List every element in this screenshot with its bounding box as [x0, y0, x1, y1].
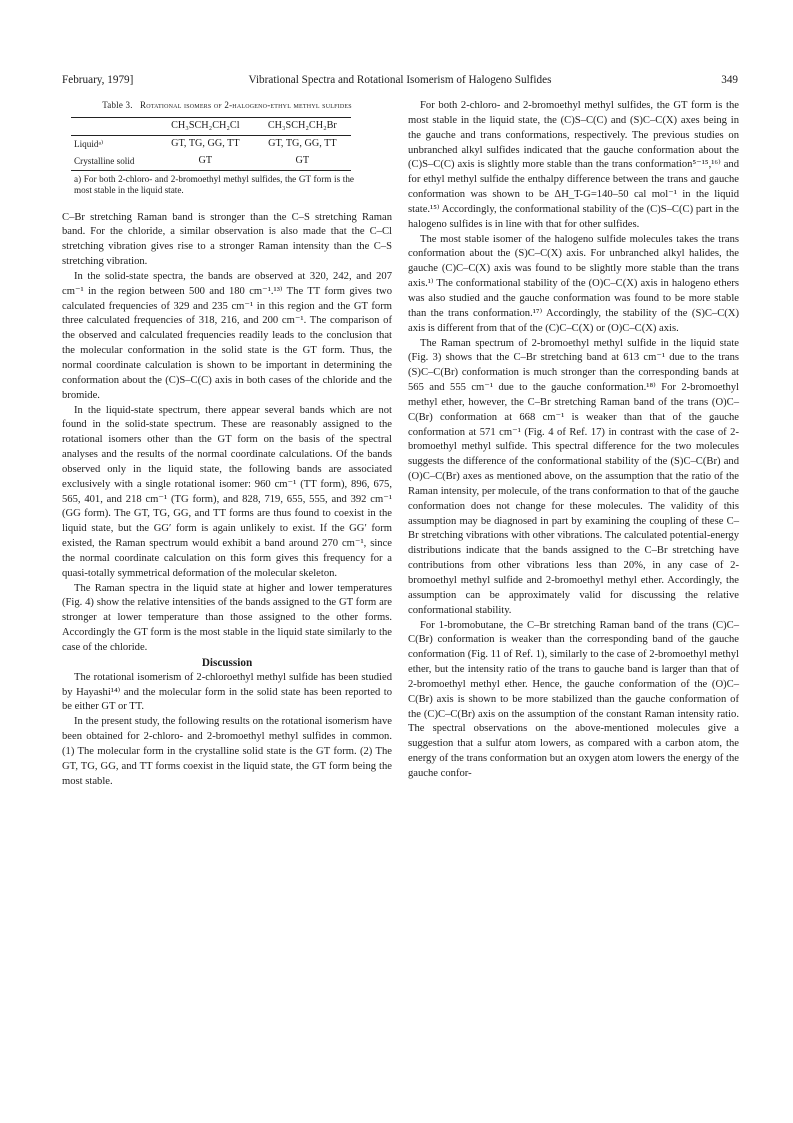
table-corner-cell: [71, 118, 157, 136]
table-cell: GT: [198, 154, 213, 166]
table-row-label: Liquidᵃ⁾: [74, 138, 104, 149]
table-header-row: [71, 118, 351, 136]
running-title: Vibrational Spectra and Rotational Isomerism of Halogeno Sulfides: [248, 74, 552, 86]
page-number: 349: [721, 74, 738, 86]
body-paragraph: The Raman spectra in the liquid state at higher and lower temperatures (Fig. 4) show the relative intensities of the bands assigned to the GT form are stronger at lower temperature than those assigned to the other forms. Accordingly the GT form is the most stable in the liquid state similarly to the case of the chloride.: [62, 582, 392, 653]
body-paragraph: C–Br stretching Raman band is stronger than the C–S stretching Raman band. For the chloride, a similar observation is also made that the C–Cl stretching vibration gives rise to a stronger Raman intensity than the C–S stretching vibration.: [62, 211, 392, 268]
body-paragraph: The rotational isomerism of 2-chloroethyl methyl sulfide has been studied by Hayashi¹⁴⁾ and the molecular form in the solid state has been reported to be either GT or TT.: [62, 671, 392, 713]
body-paragraph: For both 2-chloro- and 2-bromoethyl methyl sulfides, the GT form is the most stable in the liquid state, the (C)S–C(C) and (S)C–C(X) axes being in the gauche and trans conformations, respectively. The previous studies on unbranched alkyl sulfides indicated that the gauche conformation about the (C)S–C(C) axis is slightly more stable than the trans conformation⁵⁻¹⁵,¹⁶⁾ and for ethyl methyl sulfide the enthalpy difference between the trans and gauche conformation was shown to be ΔH_T-G=140–50 cal mol⁻¹ in the liquid state.¹⁵⁾ Accordingly, the conformational stability of the (C)S–C(C) part in the halogeno sulfides is in line with that for other sulfides.: [408, 100, 739, 230]
body-paragraph: In the present study, the following results on the rotational isomerism have been obtained for 2-chloro- and 2-bromoethyl methyl sulfides in common. (1) The molecular form in the crystalline solid state is the GT form. (2) The GT, TG, GG, and TT forms coexist in the liquid state, the GT form being the most stable.: [62, 716, 392, 787]
table-cell: GT, TG, GG, TT: [171, 137, 240, 149]
left-column: [62, 99, 392, 789]
table-caption: [62, 99, 392, 111]
right-column: [408, 99, 739, 782]
body-paragraph: For 1-bromobutane, the C–Br stretching Raman band of the trans (C)C–C(Br) conformation is weaker than the corresponding band of the gauche conformation (Fig. 11 of Ref. 1), similarly to the case of 2-bromoethyl methyl ether, but the intensity ratio of the trans to gauche band is larger than that of 2-bromoethyl methyl ether. Hence, the gauche conformation of the (O)C–C(Br) axis is shown to be more stabilized than the gauche conformation of the (C)C–C(Br) axis on the assumption of the constant Raman intensity ratio. The spectral observations on the above-mentioned molecules give a suggestion that a sulfur atom lowers, as compared with a carbon atom, the energy of the trans conformation but an oxygen atom lowers the energy of the gauche confor-: [408, 619, 739, 779]
table-col-header-chloride: CH₃SCH₂CH₂Cl: [171, 120, 240, 131]
isomers-table: [71, 117, 351, 171]
table-cell: GT: [295, 154, 310, 166]
table-caption-title: Rotational isomers of 2-halogeno-ethyl methyl sulfides: [140, 100, 352, 110]
body-paragraph: The Raman spectrum of 2-bromoethyl methyl sulfide in the liquid state (Fig. 3) shows that the C–Br stretching band at 613 cm⁻¹ due to the trans (S)C–C(Br) conformation is much stronger than the corresponding bands at 565 and 555 cm⁻¹ due to the gauche conformation.¹⁸⁾ For 2-bromoethyl methyl ether, however, the C–Br stretching Raman band of the trans (O)C–C(Br) conformation at 668 cm⁻¹ is weaker than that of the gauche conformation at 571 cm⁻¹ (Fig. 4 of Ref. 17) in contrast with the case of 2-bromoethyl methyl sulfide. This spectral difference for the two molecules suggests the difference of the conformational stability of the (S)C–C(Br) and (O)C–C(Br) axes as mentioned above, on the assumption that the ratio of the Raman intensity, per molecule, of the trans conformation to that of the gauche conformation does not change for these molecules. The validity of this assumption may be diagnosed in part by examining the coupling of these C–Br stretching vibrations with other vibrations. The calculated potential-energy distributions indicate that the bands assigned to the C–Br stretching have contributions from other vibrations less than 20%, in any case of 2-bromoethyl methyl sulfide and 2-bromoethyl methyl ether. Accordingly, the assumption can be approximately valid for discussing the relative conformational stability.: [408, 337, 739, 616]
table-row-label: Crystalline solid: [74, 155, 135, 166]
table-footnote: a) For both 2-chloro- and 2-bromoethyl methyl sulfides, the GT form is the most stable in the liquid state.: [74, 173, 354, 196]
body-paragraph: In the solid-state spectra, the bands are observed at 320, 242, and 207 cm⁻¹ in the region between 500 and 180 cm⁻¹.¹³⁾ The TT form gives two calculated frequencies of 329 and 235 cm⁻¹ in this region and the GT form three calculated frequencies of 318, 216, and 200 cm⁻¹. The comparison of the observed and calculated frequencies readily leads to the conclusion that the molecular conformation in the solid state is the GT form. Thus, the normal coordinate calculation is shown to be important in determining the conformation about the (C)S–C(C) axis in both cases of the chloride and the bromide.: [62, 270, 392, 401]
issue-date: February, 1979]: [62, 74, 134, 86]
body-paragraph: In the liquid-state spectrum, there appear several bands which are not found in the solid-state spectrum. These are reasonably assigned to the rotational isomers other than the GT form on the basis of the spectral analyses and the results of the normal coordinate calculations. Of the bands observed only in the liquid state, the following bands are associated exclusively with a single rotational isomer: 960 cm⁻¹ (TT form), 896, 675, 565, 401, and 218 cm⁻¹ (TG form), and 828, 719, 655, 555, and 392 cm⁻¹ (GG form). The GT, TG, GG, and TT forms are thus found to coexist in the liquid state, but the GG′ form is again unlikely to exist. If the GG′ form existed, the Raman spectrum would exhibit a band around 270 cm⁻¹, since the normal coordinate calculation on this form gives this frequency for a quasi-totally symmetrical deformation of the molecular skeleton.: [62, 404, 392, 579]
section-heading-discussion: Discussion: [201, 656, 253, 669]
table-col-header-bromide: CH₃SCH₂CH₂Br: [267, 120, 337, 131]
table-cell: GT, TG, GG, TT: [268, 137, 337, 149]
table-row: [71, 135, 351, 152]
table-3: [62, 99, 392, 197]
table-caption-label: Table 3.: [102, 100, 133, 110]
table-row: [71, 153, 351, 170]
running-head: [62, 74, 738, 90]
body-paragraph: The most stable isomer of the halogeno sulfide molecules takes the trans conformation about the (S)C–C(X) axis. For unbranched alkyl halides, the gauche (C)C–C(X) axis was found to be slightly more stable than the trans axis.¹⁾ The conformational stability of the (O)C–C(X) axis in halogeno ethers was also studied and the gauche conformation was found to be more stable than the trans conformation.¹⁷⁾ Accordingly, the stability of the (S)C–C(X) axis is different from that of the (C)C–C(X) or (O)C–C(X) axis.: [408, 233, 739, 334]
